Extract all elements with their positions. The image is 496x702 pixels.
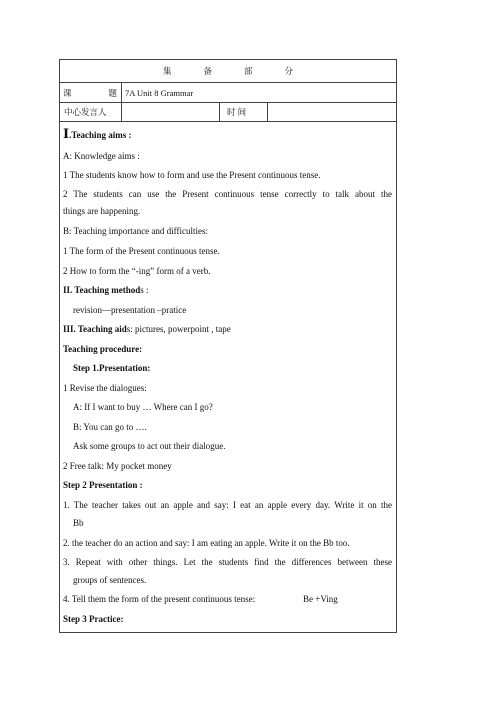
aids-heading	[63, 324, 392, 335]
speaker-divider-1	[121, 103, 122, 121]
header-title	[60, 60, 396, 82]
methods-heading	[63, 285, 392, 296]
step-3-heading-text: Step 3 Practice:	[63, 614, 124, 624]
header-char: 分	[284, 66, 294, 76]
aim-1: 1 The students know how to form and use the Present continuous tense.	[63, 170, 321, 180]
topic-value: 7A Unit 8 Grammar	[125, 87, 194, 98]
header-char: 部	[244, 66, 253, 76]
aims-heading	[63, 127, 392, 142]
step-1-dialog-b: B: You can go to ….	[73, 422, 147, 432]
aims-heading-text: .Teaching aims :	[69, 130, 132, 140]
step-2-item-4	[63, 594, 392, 605]
step-2-heading	[63, 480, 392, 491]
lesson-content	[60, 122, 396, 632]
step-1-item-2: 2 Free talk: My pocket money	[63, 461, 172, 471]
step-1-heading	[73, 363, 392, 374]
header-char: 集	[162, 66, 172, 76]
methods-heading-suffix: s :	[140, 285, 149, 295]
header-row	[60, 60, 396, 83]
speaker-divider-3	[267, 103, 268, 121]
importance-heading: B: Teaching importance and difficulties:	[63, 226, 208, 236]
aim-2-line-2: things are happening.	[63, 206, 141, 216]
importance-2: 2 How to form the “-ing” form of a verb.	[63, 266, 211, 276]
topic-label	[63, 83, 117, 102]
step-2-heading-text: Step 2 Presentation :	[63, 480, 143, 490]
procedure-heading-text: Teaching procedure:	[63, 344, 143, 354]
step-2-item-2: 2. the teacher do an action and say: I am eating an apple. Write it on the Bb too.	[63, 538, 350, 548]
step-2-item-3-line-1: 3. Repeat with other things. Let the students find the differences between these	[63, 557, 392, 567]
time-label: 时 间	[227, 107, 247, 117]
step-2-formula: Be +Ving	[303, 594, 338, 604]
step-1-item-1: 1 Revise the dialogues:	[63, 383, 147, 393]
topic-row	[60, 83, 396, 103]
header-char: 备	[203, 66, 212, 76]
step-2-item-1-line-2: Bb	[73, 518, 84, 528]
topic-label-char: 课	[63, 87, 72, 98]
importance-1: 1 The form of the Present continuous tense.	[63, 246, 220, 256]
step-3-heading	[63, 614, 392, 625]
aids-text: s: pictures, powerpoint , tape	[126, 324, 231, 334]
methods-text: revision—presentation –pratice	[73, 305, 187, 315]
procedure-heading	[63, 344, 392, 355]
knowledge-heading: A: Knowledge aims :	[63, 151, 140, 161]
methods-heading-text: II. Teaching method	[63, 285, 141, 295]
speaker-label: 中心发言人	[64, 107, 107, 117]
topic-divider	[121, 83, 122, 102]
step-2-item-4-text: 4. Tell them the form of the present continuous tense:	[63, 594, 256, 604]
step-1-act: Ask some groups to act out their dialogue.	[73, 441, 226, 451]
step-2-item-1-line-1: 1. The teacher takes out an apple and say: I eat an apple every day. Write it on the	[63, 500, 392, 510]
step-2-item-3-line-2: groups of sentences.	[73, 575, 147, 585]
lesson-plan-table	[59, 59, 397, 633]
speaker-divider-2	[219, 103, 220, 121]
aids-heading-text: III. Teaching aid	[63, 324, 127, 334]
step-1-heading-text: Step 1.Presentation:	[73, 363, 151, 373]
aims-roman: Ⅰ	[63, 126, 70, 141]
aim-2-line-1: 2 The students can use the Present continuous tense correctly to talk about the	[63, 189, 392, 199]
speaker-row	[60, 103, 396, 122]
topic-label-char: 题	[108, 87, 117, 98]
step-1-dialog-a: A: If I want to buy … Where can I go?	[73, 402, 213, 412]
